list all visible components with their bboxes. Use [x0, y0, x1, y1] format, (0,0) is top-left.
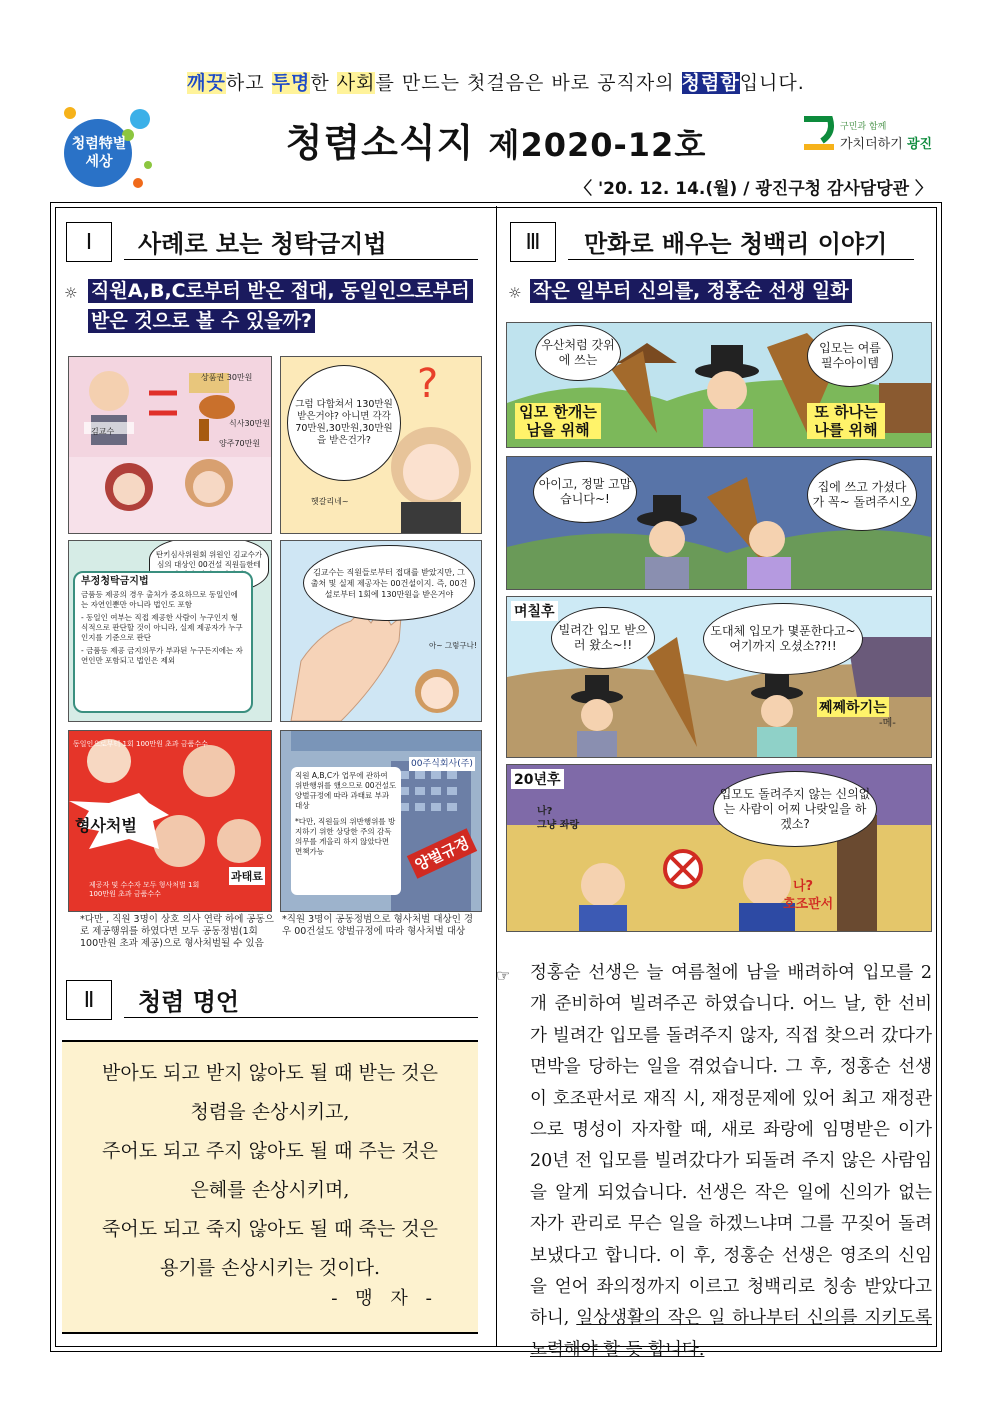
- p6-stamp: 양벌규정: [407, 828, 477, 879]
- c2-bubble: 집에 쓰고 가셨다가 꼭~ 돌려주시오: [807, 459, 917, 531]
- quote-line: 청렴을 손상시키고,: [190, 1101, 350, 1123]
- c3-tag: 며칠후: [511, 601, 558, 621]
- logo-right-small: 구민과 함께: [840, 122, 887, 132]
- section1-title: 사례로 보는 청탁금지법: [138, 230, 387, 258]
- p3-bubble: 탄키심사위원회 위원인 김교수가 심의 대상인 00건설 직원들한테: [149, 540, 269, 593]
- p3-box-line: 금품등 제공의 경우 출처가 중요하므로 동일인에는 자연인뿐만 아니라 법인도 포함: [81, 590, 238, 609]
- p6-box: [291, 767, 401, 895]
- p1-label: 양주70만원: [219, 439, 261, 448]
- slogan-transparent: 투명: [271, 72, 311, 94]
- comic-panel-2: [280, 356, 482, 534]
- section1-subtitle: 직원A,B,C로부터 받은 접대, 동일인으로부터 받은 것으로 볼 수 있을까?: [88, 276, 473, 336]
- section2-number: Ⅱ: [66, 980, 112, 1020]
- c1-caption: 입모 한개는 남을 위해: [515, 403, 601, 439]
- section2-underline: [124, 1017, 478, 1018]
- slogan-text: 입니다.: [739, 72, 805, 94]
- c4-small: 나?: [537, 806, 553, 817]
- comic-panel-3: [68, 540, 272, 722]
- p3-box-line: - 동일인 여부는 직접 제공한 사람이 누구인지 형식적으로 판단할 것이 아니라, 실제 제공자가 누구인지를 기준으로 판단: [81, 613, 243, 642]
- quote-line: 받아도 되고 받지 않아도 될 때 받는 것은: [102, 1062, 438, 1084]
- comic-panel-5: [68, 730, 272, 912]
- slogan: [0, 68, 992, 95]
- c2-bubble: 아이고, 정말 고맙습니다~!: [533, 461, 637, 523]
- comic-panel-4: [280, 540, 482, 722]
- pointing-hand-icon: ☞: [496, 966, 511, 985]
- issue-number: 제2020-12호: [488, 126, 707, 164]
- logo-left-text: 청렴特별 세상: [71, 136, 127, 170]
- story-comic-4: [506, 764, 932, 932]
- c4-bubble: 입모도 돌려주지 않는 신의없는 사람이 어찌 나랏일을 하겠소?: [713, 771, 877, 847]
- p5-bottom: 제공자 및 수수자 모두 형사처벌 1회 100만원 초과 금품수수: [89, 881, 200, 898]
- c4-tag: 20년후: [511, 769, 564, 789]
- section3-title: 만화로 배우는 청백리 이야기: [584, 230, 888, 258]
- story-comic-1: [506, 322, 932, 448]
- p3-box-line: - 금품등 제공 금지의무가 부과된 누구든지에는 자연인만 포함되고 법인은 제외: [81, 646, 243, 665]
- section3-number: Ⅲ: [510, 222, 556, 262]
- caption-left: *다만 , 직원 3명이 상호 의사 연락 하에 공동으로 제공행위를 하였다면 모두 공동정범(1회 100만원 초과 제공)으로 형사처벌될 수 있음: [80, 914, 274, 949]
- c1-bubble: 입모는 여름 필수아이템: [807, 325, 893, 387]
- slogan-text: 를 만드는 첫걸음은 바로 공직자의: [375, 72, 682, 94]
- slogan-text: 한: [310, 72, 337, 94]
- c1-bubble: 우산처럼 갓위에 쓰는: [535, 325, 621, 381]
- section2-title: 청렴 명언: [138, 988, 240, 1016]
- svg-text:?: ?: [417, 361, 439, 407]
- section1-underline: [124, 259, 478, 260]
- logo-right-main: 가치더하기 광진: [840, 137, 933, 152]
- slogan-text: 하고: [225, 72, 272, 94]
- p1-label: 상품권 30만원: [201, 373, 253, 382]
- slogan-clean: 깨끗: [187, 72, 226, 94]
- quote-author: - 맹 자 -: [331, 1288, 438, 1309]
- quote-line: 은혜를 손상시키며,: [190, 1179, 350, 1201]
- c3-bubble: 빌려간 입모 받으러 왔소~!!: [551, 607, 655, 669]
- quote-line: 주어도 되고 주지 않아도 될 때 주는 것은: [102, 1140, 438, 1162]
- p1-label: 김교수: [91, 427, 115, 436]
- title-main: 청렴소식지: [285, 121, 475, 165]
- p5-label: 과태료: [229, 867, 265, 885]
- p4-bubble: 김교수는 직원들로부터 접대를 받았지만, 그 출처 및 실제 제공자는 00건설이지. 즉, 00건설로부터 1회에 130만원을 받은거야: [303, 545, 475, 621]
- c3-bubble: 도대체 입모가 몇푼한다고~여기까지 오셨소??!!: [703, 603, 863, 675]
- section3-underline: [568, 259, 914, 260]
- slogan-society: 사회: [336, 72, 376, 94]
- column-divider: [496, 206, 497, 1346]
- lightbulb-icon: ☼: [64, 284, 78, 302]
- comic-panel-6: [280, 730, 482, 912]
- p4-small: 아~ 그렇구나!: [429, 641, 477, 650]
- quote-line: 용기를 손상시키는 것이다.: [159, 1257, 380, 1279]
- p3-box: [73, 571, 253, 713]
- p6-note: *다만, 직원들의 위반행위를 방지하기 위한 상당한 주의 감독 의무를 게을리 하지 않았다면 면책가능: [295, 817, 396, 856]
- lightbulb-icon: ☼: [508, 284, 522, 302]
- comic-panel-1: [68, 356, 272, 534]
- p5-stamp: 형사처벌: [75, 816, 137, 835]
- c1-caption: 또 하나는 나를 위해: [807, 403, 885, 439]
- story-emphasis: 일상생활의 작은 일 하나부터 신의를 지키도록 노력해야 할 듯 합니다.: [530, 1308, 932, 1360]
- p1-label: 식사30만원: [229, 419, 271, 428]
- c4-caption: 나?: [793, 879, 814, 894]
- quote-line: 죽어도 되고 죽지 않아도 될 때 죽는 것은: [102, 1218, 438, 1240]
- story-comic-2: [506, 456, 932, 590]
- c3-caption: -메-: [879, 718, 896, 729]
- c3-caption: 쩨쩨하기는: [817, 697, 889, 717]
- c4-small: 그냥 좌랑: [537, 820, 580, 831]
- gwangjin-logo: [800, 113, 940, 163]
- story-comic-3: [506, 596, 932, 758]
- gwangjin-emblem-icon: [800, 113, 838, 155]
- p6-text: 직원 A,B,C가 업무에 관하여 위반행위를 했으므로 00건설도 양벌규정에 따라 과태료 부과 대상: [295, 771, 397, 810]
- p6-sign: 00주식회사(주): [411, 759, 473, 769]
- p3-box-title: 부정청탁금지법: [81, 576, 149, 587]
- p2-small: 헷갈리네~: [311, 497, 349, 506]
- section3-subtitle: 작은 일부터 신의를, 정홍순 선생 일화: [530, 276, 852, 306]
- quote-box: [62, 1040, 478, 1334]
- dateline: 〈 '20. 12. 14.(월) / 광진구청 감사담당관 〉: [575, 179, 932, 199]
- p5-top: 동일인으로부터 1회 100만원 초과 금품수수: [73, 740, 208, 748]
- c4-caption: 호조판서: [783, 897, 834, 912]
- story-text: [496, 958, 932, 1366]
- p2-bubble: 그럼 다합쳐서 130만원받은거야? 아니면 각각 70만원,30만원,30만원을 받은건가?: [287, 365, 401, 481]
- caption-right: *직원 3명이 공동정범으로 형사처벌 대상인 경우 00건설도 양벌규정에 따라 형사처벌 대상: [282, 914, 474, 937]
- slogan-integrity: 청렴함: [681, 72, 740, 94]
- section1-number: Ⅰ: [66, 222, 112, 262]
- story-body: 정홍순 선생은 늘 여름철에 남을 배려하여 입모를 2개 준비하여 빌려주곤 하였습니다. 어느 날, 한 선비가 빌려간 입모를 돌려주지 않자, 직접 찾으러 갔다가 면박을 당하는 일을 겪었습니다. 그 후, 정홍순 선생이 호조판서로 재직 시, 재정문제에 있어 최고 재정관으로 명성이 자자할 때, 새로 좌랑에 임명받은 이가 20년 전 입모를 빌려갔다가 되돌려 주지 않은 사람임을 알게 되었습니다. 선생은 작은 일에 신의가 없는 자가 관리로 무슨 일을 하겠느냐며 그를 꾸짖어 돌려보냈다고 합니다. 이 후, 정홍순 선생은 영조의 신임을 얻어 좌의정까지 이르고 청백리로 칭송 받았다고 하니,: [530, 963, 932, 1329]
